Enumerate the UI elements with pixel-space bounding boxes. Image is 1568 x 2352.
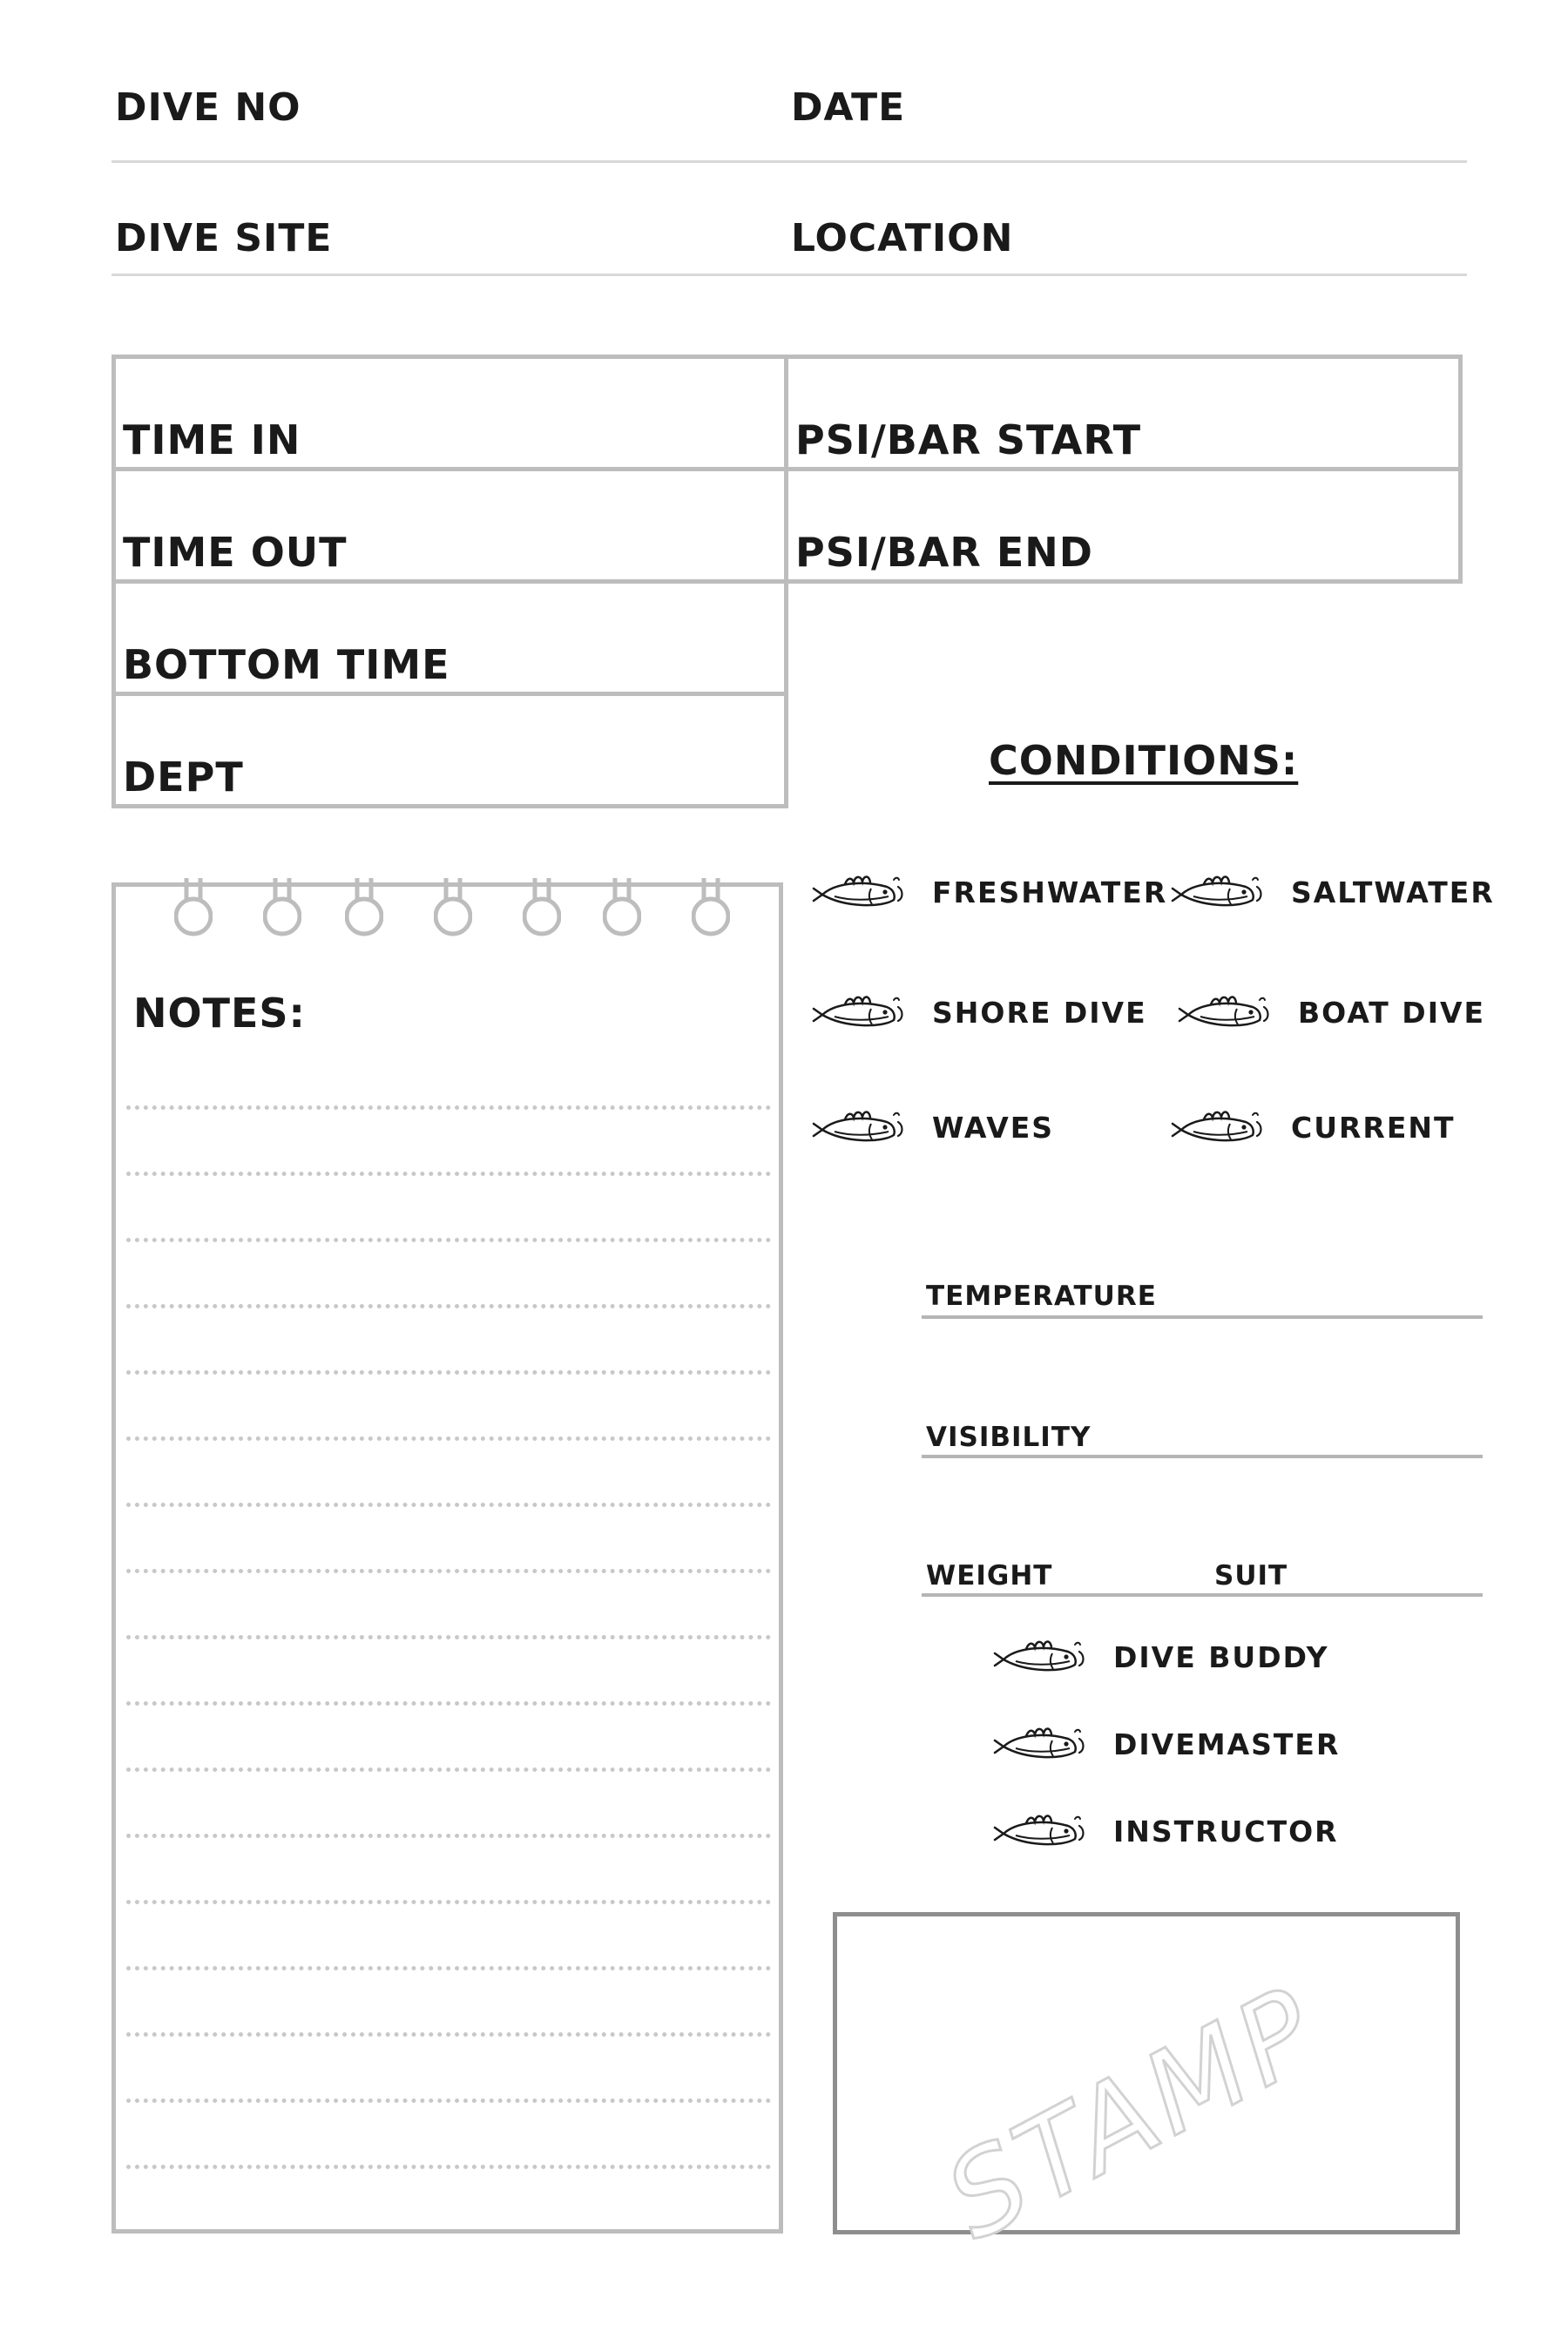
option-boat-dive[interactable] xyxy=(1176,986,1485,1038)
binder-ring xyxy=(603,878,641,939)
fish-icon[interactable] xyxy=(991,1721,1094,1767)
bottom-time-cell[interactable] xyxy=(112,579,788,696)
fish-icon[interactable] xyxy=(1176,990,1279,1035)
temperature-line[interactable] xyxy=(922,1315,1483,1319)
binder-ring xyxy=(692,878,730,939)
notes-line[interactable] xyxy=(126,1436,771,1441)
dept-label: DEPT xyxy=(123,754,244,801)
binder-ring xyxy=(263,878,301,939)
notes-pad[interactable] xyxy=(112,882,783,2234)
stamp-box[interactable] xyxy=(833,1912,1460,2266)
stamp-watermark: STAMP xyxy=(925,1961,1342,2266)
psi-bar-end-label: PSI/BAR END xyxy=(795,529,1093,576)
time-out-label: TIME OUT xyxy=(123,529,348,576)
notes-line[interactable] xyxy=(126,1304,771,1308)
fish-icon[interactable] xyxy=(991,1808,1094,1854)
binder-ring xyxy=(523,878,561,939)
dept-cell[interactable] xyxy=(112,692,788,808)
dive-site-label: DIVE SITE xyxy=(115,216,333,260)
person-label: INSTRUCTOR xyxy=(1113,1814,1339,1848)
notes-title: NOTES: xyxy=(133,990,306,1037)
option-label: SALTWATER xyxy=(1291,875,1495,909)
notes-line[interactable] xyxy=(126,1569,771,1573)
notes-line[interactable] xyxy=(126,1834,771,1838)
notes-line[interactable] xyxy=(126,2099,771,2103)
option-label: CURRENT xyxy=(1291,1110,1456,1145)
fish-icon[interactable] xyxy=(1169,869,1272,915)
option-saltwater[interactable] xyxy=(1169,866,1495,918)
notes-line[interactable] xyxy=(126,1172,771,1176)
dive-no-label: DIVE NO xyxy=(115,85,301,130)
option-current[interactable] xyxy=(1169,1101,1456,1153)
location-label: LOCATION xyxy=(791,216,1014,260)
fish-icon[interactable] xyxy=(991,1634,1094,1680)
person-dive-buddy[interactable] xyxy=(991,1631,1328,1683)
date-label: DATE xyxy=(791,85,906,130)
time-in-label: TIME IN xyxy=(123,416,301,463)
notes-line[interactable] xyxy=(126,1767,771,1772)
temperature-label: TEMPERATURE xyxy=(926,1281,1157,1312)
binder-ring xyxy=(434,878,472,939)
option-waves[interactable] xyxy=(810,1101,1054,1153)
weight-label: WEIGHT xyxy=(926,1560,1053,1592)
fish-icon[interactable] xyxy=(810,869,913,915)
person-divemaster[interactable] xyxy=(991,1718,1340,1770)
fish-icon[interactable] xyxy=(810,990,913,1035)
weight-suit-line[interactable] xyxy=(922,1593,1483,1597)
option-shore-dive[interactable] xyxy=(810,986,1147,1038)
notes-line[interactable] xyxy=(126,1635,771,1639)
bottom-time-label: BOTTOM TIME xyxy=(123,641,450,688)
person-instructor[interactable] xyxy=(991,1805,1339,1857)
visibility-label: VISIBILITY xyxy=(926,1422,1092,1453)
binder-ring xyxy=(345,878,383,939)
option-freshwater[interactable] xyxy=(810,866,1167,918)
fish-icon[interactable] xyxy=(1169,1105,1272,1150)
person-label: DIVE BUDDY xyxy=(1113,1639,1329,1674)
fish-icon[interactable] xyxy=(810,1105,913,1150)
psi-bar-start-cell[interactable] xyxy=(784,355,1463,471)
time-out-cell[interactable] xyxy=(112,467,788,584)
time-in-cell[interactable] xyxy=(112,355,788,471)
psi-bar-start-label: PSI/BAR START xyxy=(795,416,1142,463)
conditions-title: CONDITIONS: xyxy=(989,737,1299,784)
notes-line[interactable] xyxy=(126,1238,771,1242)
option-label: WAVES xyxy=(932,1110,1055,1145)
option-label: BOAT DIVE xyxy=(1298,995,1486,1030)
dive-site-location-line[interactable] xyxy=(112,274,1467,276)
notes-line[interactable] xyxy=(126,2032,771,2037)
notes-line[interactable] xyxy=(126,2165,771,2169)
visibility-line[interactable] xyxy=(922,1455,1483,1458)
binder-ring xyxy=(174,878,213,939)
dive-no-date-line[interactable] xyxy=(112,160,1467,163)
notes-line[interactable] xyxy=(126,1966,771,1970)
suit-label: SUIT xyxy=(1214,1560,1288,1592)
notes-line[interactable] xyxy=(126,1701,771,1706)
option-label: SHORE DIVE xyxy=(932,995,1147,1030)
person-label: DIVEMASTER xyxy=(1113,1727,1341,1761)
notes-line[interactable] xyxy=(126,1105,771,1110)
option-label: FRESHWATER xyxy=(932,875,1168,909)
notes-line[interactable] xyxy=(126,1370,771,1375)
notes-line[interactable] xyxy=(126,1900,771,1904)
notes-line[interactable] xyxy=(126,1503,771,1507)
psi-bar-end-cell[interactable] xyxy=(784,467,1463,584)
